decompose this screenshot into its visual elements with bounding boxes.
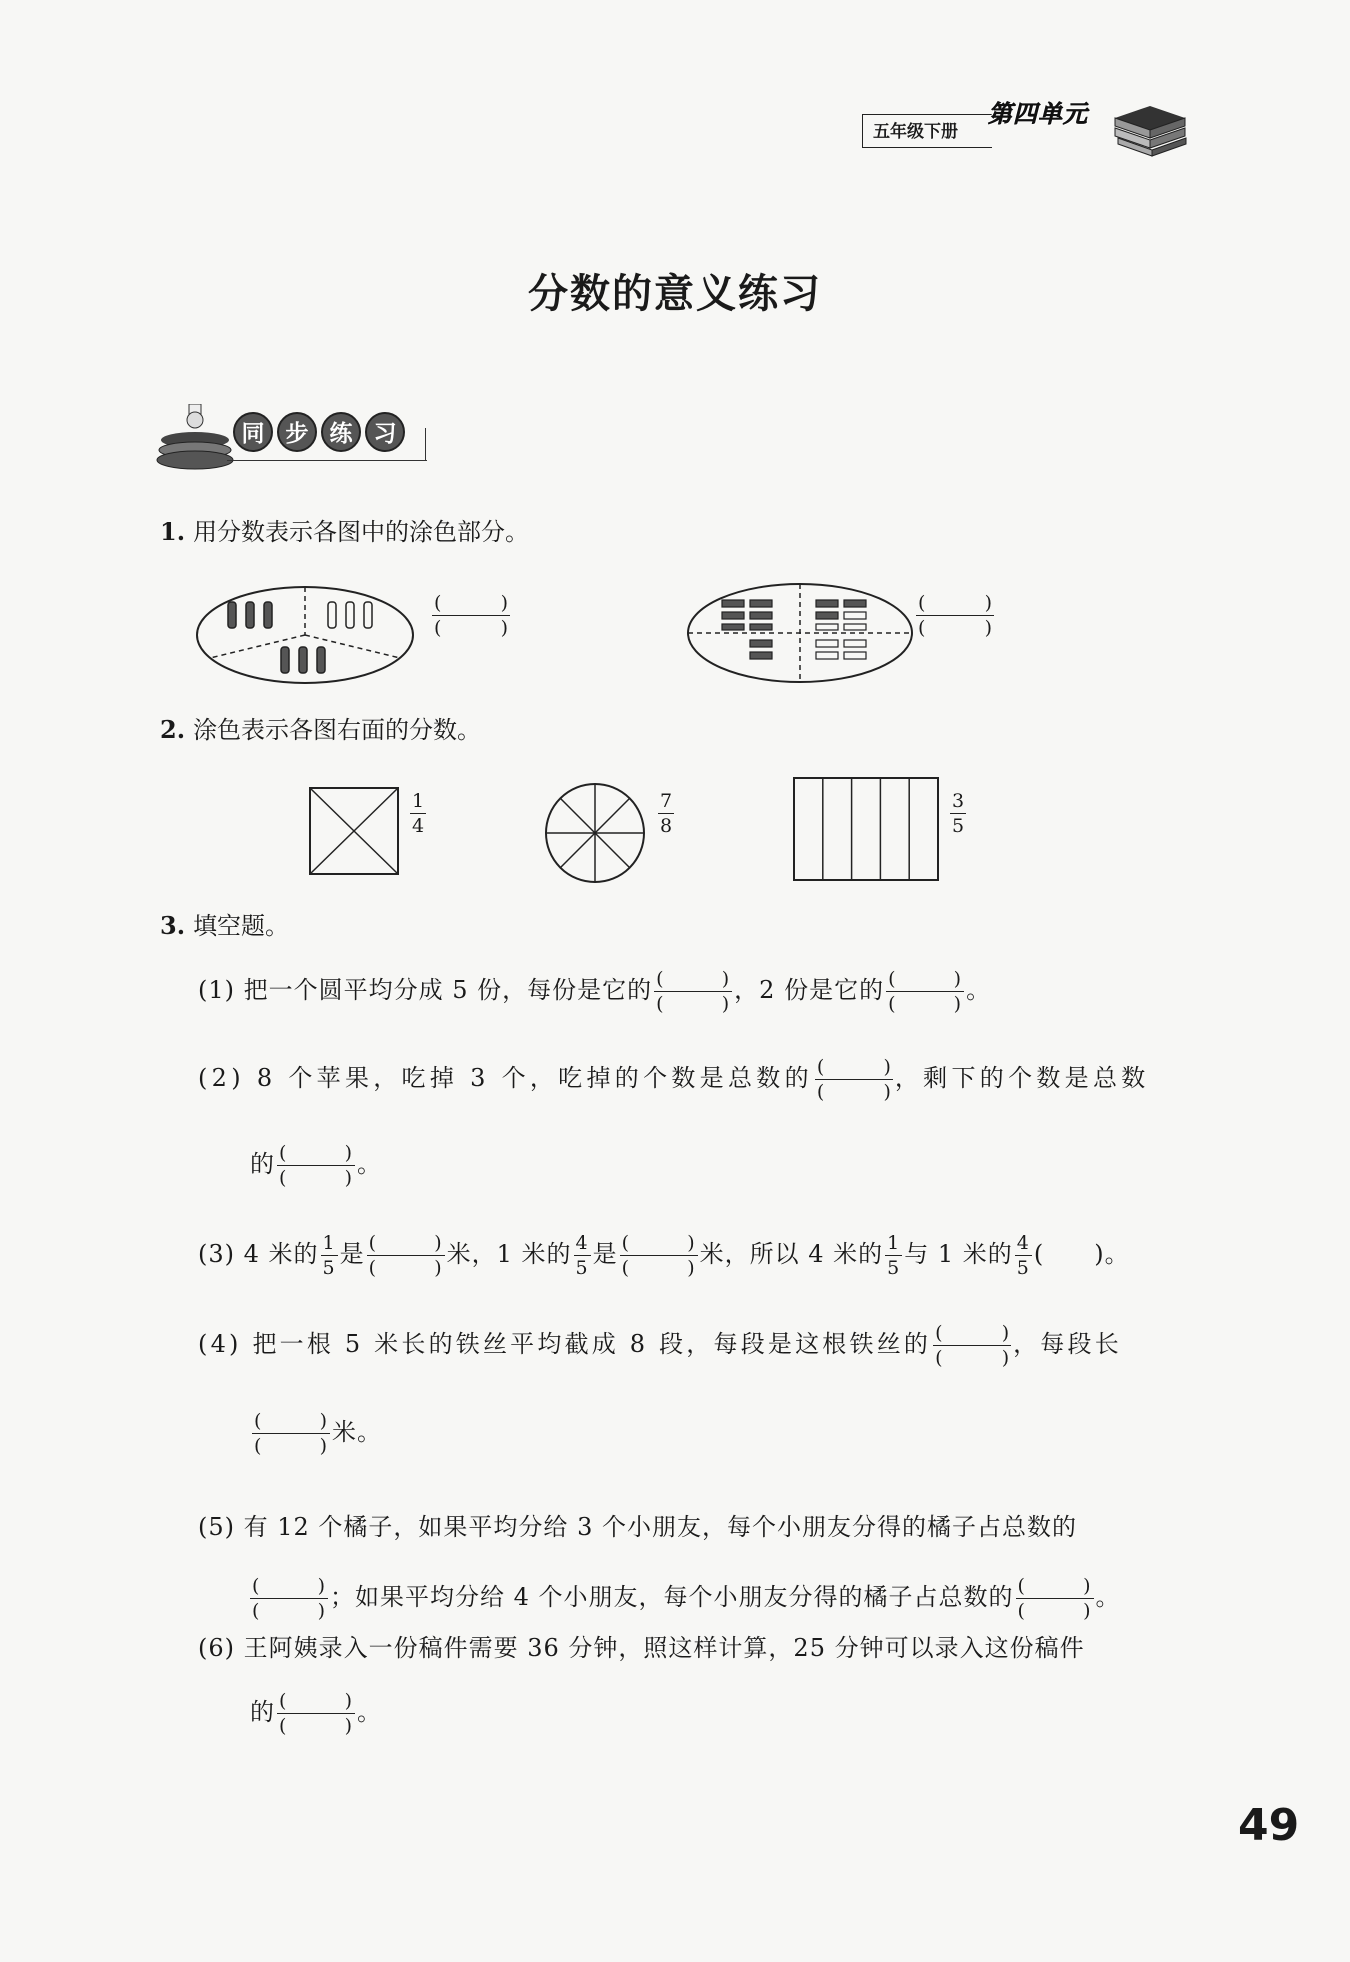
answer-blank[interactable]: ( ) ( ) [368, 1232, 443, 1279]
question-2: 2. 涂色表示各图右面的分数。 [160, 715, 482, 744]
books-lamp-icon [155, 404, 235, 474]
q3-item-5: (5) 有 12 个橘子，如果平均分给 3 个小朋友，每个小朋友分得的橘子占总数的 ( ) ( ) ；如果平均分给 4 个小朋友，每个小朋友分得的橘子占总数的 ( ) ( ) 。 [198, 1513, 1121, 1622]
section-char: 同 [233, 412, 273, 452]
section-char: 练 [321, 412, 361, 452]
question-3: 3. 填空题。 [160, 911, 290, 940]
section-banner [155, 404, 435, 474]
answer-blank[interactable]: ( ) ( ) [935, 1322, 1010, 1369]
section-char: 习 [365, 412, 405, 452]
answer-fraction-1a[interactable]: ( ) ( ) [434, 592, 508, 639]
answer-blank[interactable]: ( ) ( ) [816, 1056, 891, 1103]
answer-blank[interactable]: ( ) ( ) [279, 1142, 353, 1189]
fraction-label-7-8: $\frac{7}{8}$ [660, 790, 673, 837]
answer-fraction-1b[interactable]: ( ) ( ) [918, 592, 992, 639]
books-stack-icon [1110, 88, 1190, 158]
q3-item-4-cont: ( ) ( ) 米。 [254, 1410, 382, 1457]
circle-eighths-figure[interactable] [543, 781, 647, 885]
unit-header [858, 88, 1198, 158]
q3-item-1: (1) 把一个圆平均分成 5 份，每份是它的 ( ) ( ) ，2 份是它的 ( ) ( ) 。 [198, 968, 992, 1015]
section-char: 步 [277, 412, 317, 452]
answer-blank[interactable]: ( ) ( ) [888, 968, 963, 1015]
answer-blank[interactable]: ( ) ( ) [656, 968, 731, 1015]
page-number: 49 [1238, 1800, 1300, 1851]
rectangle-fifths-figure[interactable] [792, 776, 940, 882]
page-title: 分数的意义练习 [528, 270, 822, 317]
q3-item-6-cont: 的 ( ) ( ) 。 [250, 1690, 382, 1737]
question-1: 1. 用分数表示各图中的涂色部分。 [160, 517, 530, 546]
ellipse-rods-figure [190, 580, 420, 690]
answer-blank[interactable]: ( ) ( ) [279, 1690, 353, 1737]
answer-blank[interactable]: ( ) ( ) [621, 1232, 696, 1279]
q3-item-6: (6) 王阿姨录入一份稿件需要 36 分钟，照这样计算，25 分钟可以录入这份稿件 [198, 1634, 1085, 1662]
square-quarters-figure[interactable] [308, 786, 402, 876]
answer-blank[interactable]: ( ) ( ) [1017, 1575, 1092, 1622]
answer-blank[interactable]: ( ) ( ) [252, 1575, 326, 1622]
ellipse-bricks-figure [680, 578, 920, 688]
answer-blank[interactable]: ( )。 [1033, 1240, 1130, 1268]
grade-label: 五年级下册 [862, 114, 992, 148]
q3-item-2: (2) 8 个苹果，吃掉 3 个，吃掉的个数是总数的 ( ) ( ) ，剩下的个数是总数 [198, 1056, 1150, 1103]
q3-item-4: (4) 把一根 5 米长的铁丝平均截成 8 段，每段是这根铁丝的 ( ) ( ) ，每段长 [198, 1322, 1122, 1369]
q3-item-2-cont: 的 ( ) ( ) 。 [250, 1142, 382, 1189]
answer-blank[interactable]: ( ) ( ) [254, 1410, 328, 1457]
q3-item-3: (3) 4 米的 $\frac{1}{5}$ 是 ( ) ( ) 米，1 米的 $\frac{4}{5}$ 是 ( ) ( ) 米，所以 4 米的 $\frac{1}{5}$ 与 1 米的 $\frac{4}{5}$ ( )。 [198, 1232, 1130, 1279]
unit-title: 第四单元 [988, 100, 1088, 128]
fraction-label-1-4: $\frac{1}{4}$ [412, 790, 425, 837]
fraction-label-3-5: $\frac{3}{5}$ [952, 790, 965, 837]
